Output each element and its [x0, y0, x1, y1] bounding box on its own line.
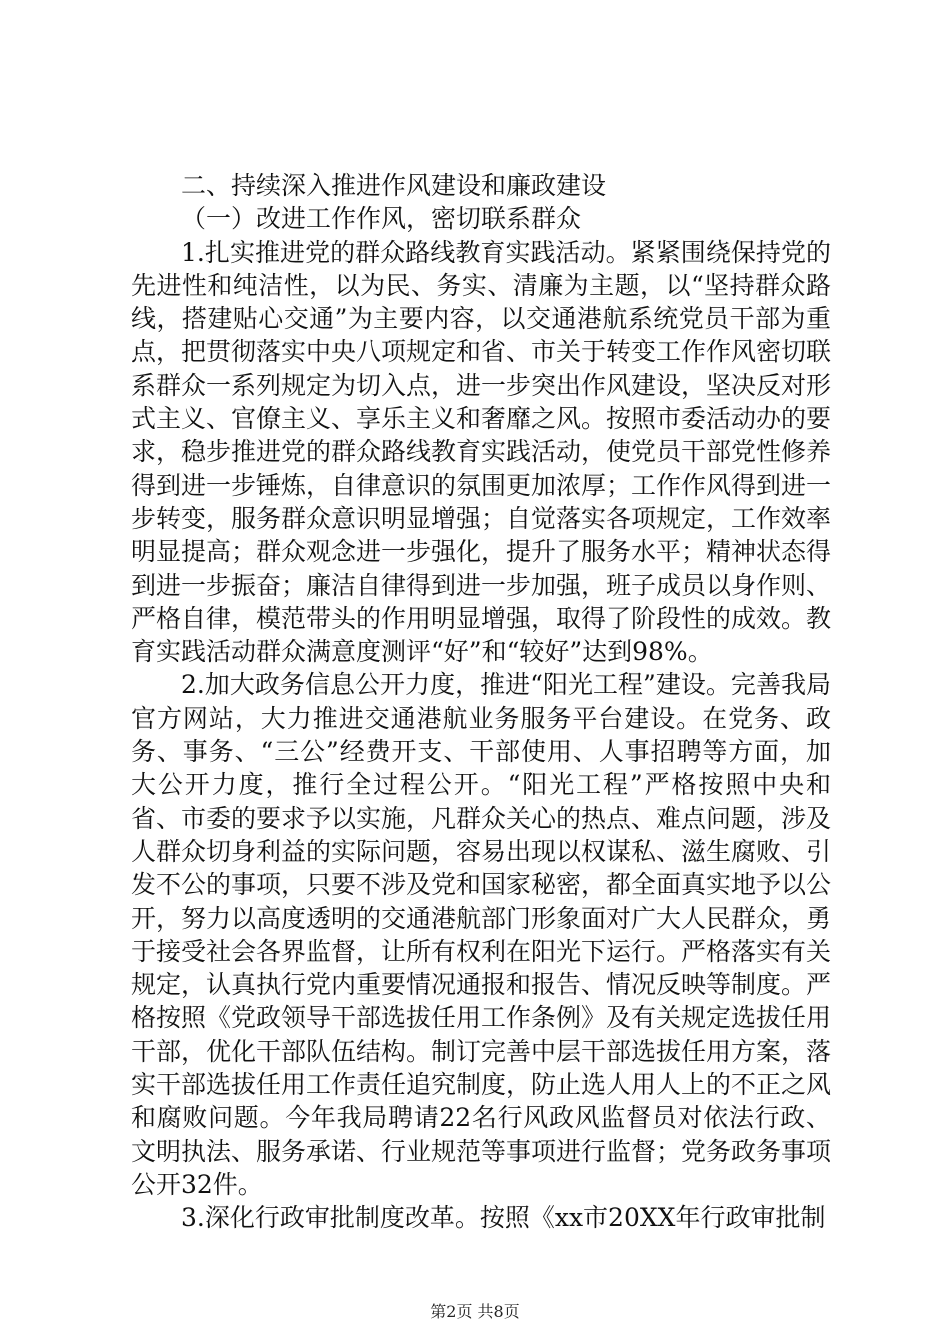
page-number: 第2页 共8页 [430, 1302, 520, 1321]
subsection-heading: （一）改进工作作风，密切联系群众 [181, 204, 582, 234]
paragraph-2: 2.加大政务信息公开力度，推进“阳光工程”建设。完善我局官方网站，大力推进交通港航业务服务平台建设。在党务、政务、事务、“三公”经费开支、干部使用、人事招聘等方面，加大公开力度，推行全过程公开。“阳光工程”严格按照中央和省、市委的要求予以实施，凡群众关心的热点、难点问题，涉及人群众切身利益的实际问题，容易出现以权谋私、滋生腐败、引发不公的事项，只要不涉及党和国家秘密，都全面真实地予以公开，努力以高度透明的交通港航部门形象面对广大人民群众，勇于接受社会各界监督，让所有权利在阳光下运行。严格落实有关规定，认真执行党内重要情况通报和报告、情况反映等制度。严格按照《党政领导干部选拔任用工作条例》及有关规定选拔任用干部，优化干部队伍结构。制订完善中层干部选拔任用方案，落实干部选拔任用工作责任追究制度，防止选人用人上的不正之风和腐败问题。今年我局聘请22名行风政风监督员对依法行政、文明执法、服务承诺、行业规范等事项进行监督；党务政务事项公开32件。 [131, 670, 832, 1199]
page-footer [0, 1302, 950, 1322]
paragraph-1: 1.扎实推进党的群众路线教育实践活动。紧紧围绕保持党的先进性和纯洁性，以为民、务实、清廉为主题，以“坚持群众路线，搭建贴心交通”为主要内容，以交通港航系统党员干部为重点，把贯彻落实中央八项规定和省、市关于转变工作作风密切联系群众一系列规定为切入点，进一步突出作风建设，坚决反对形式主义、官僚主义、享乐主义和奢靡之风。按照市委活动办的要求，稳步推进党的群众路线教育实践活动，使党员干部党性修养得到进一步锤炼，自律意识的氛围更加浓厚；工作作风得到进一步转变，服务群众意识明显增强；自觉落实各项规定，工作效率明显提高；群众观念进一步强化，提升了服务水平；精神状态得到进一步振奋；廉洁自律得到进一步加强，班子成员以身作则、严格自律，模范带头的作用明显增强，取得了阶段性的成效。教育实践活动群众满意度测评“好”和“较好”达到98%。 [131, 237, 832, 667]
document-body [131, 169, 831, 1235]
paragraph-3: 3.深化行政审批制度改革。按照《xx市20XX年行政审批制 [181, 1203, 826, 1233]
section-heading: 二、持续深入推进作风建设和廉政建设 [181, 171, 607, 200]
